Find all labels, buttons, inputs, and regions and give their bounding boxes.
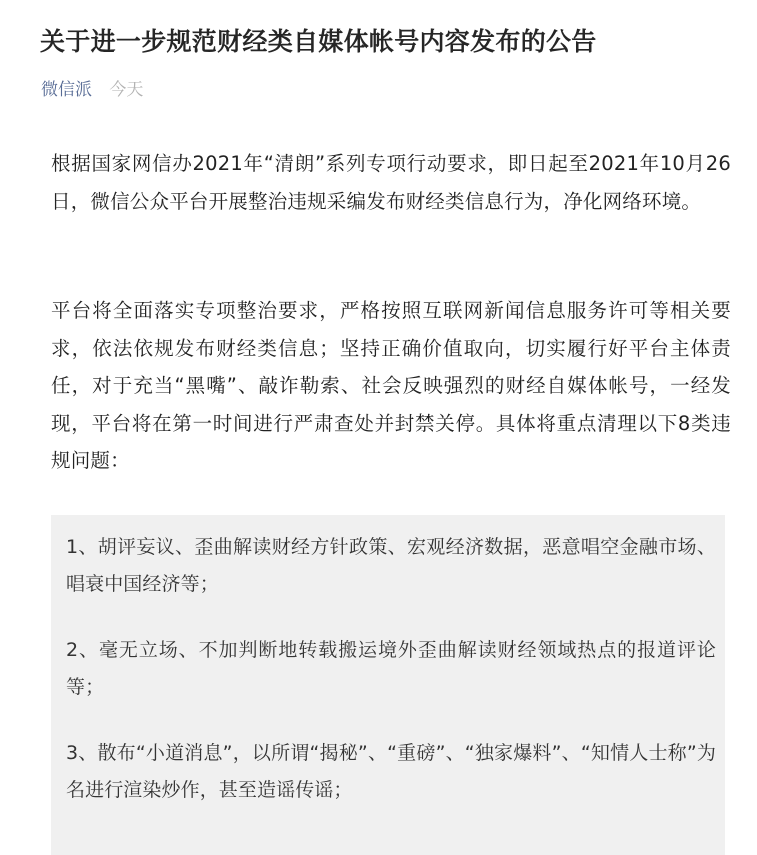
policy-paragraph: 平台将全面落实专项整治要求，严格按照互联网新闻信息服务许可等相关要求，依法依规发布财经类信息；坚持正确价值取向，切实履行好平台主体责任，对于充当“黑嘴”、敲诈勒索、社会反映强烈的财经自媒体帐号，一经发现，平台将在第一时间进行严肃查处并封禁关停。具体将重点清理以下8类违规问题：	[51, 299, 731, 473]
violation-item: 2、毫无立场、不加判断地转载搬运境外歪曲解读财经领域热点的报道评论等；	[66, 639, 716, 698]
violations-list-block	[51, 515, 725, 855]
violation-item: 1、胡评妄议、歪曲解读财经方针政策、宏观经济数据，恶意唱空金融市场、唱衰中国经济等；	[66, 536, 716, 595]
article-title: 关于进一步规范财经类自媒体帐号内容发布的公告	[40, 27, 597, 56]
violation-item: 3、散布“小道消息”，以所谓“揭秘”、“重磅”、“独家爆料”、“知情人士称”为名进行渲染炒作，甚至造谣传谣；	[66, 742, 716, 801]
account-name-link[interactable]: 微信派	[41, 80, 92, 100]
intro-paragraph: 根据国家网信办2021年“清朗”系列专项行动要求，即日起至2021年10月26日，微信公众平台开展整治违规采编发布财经类信息行为，净化网络环境。	[51, 152, 731, 213]
publish-date: 今天	[109, 80, 144, 100]
article-meta	[41, 78, 143, 102]
